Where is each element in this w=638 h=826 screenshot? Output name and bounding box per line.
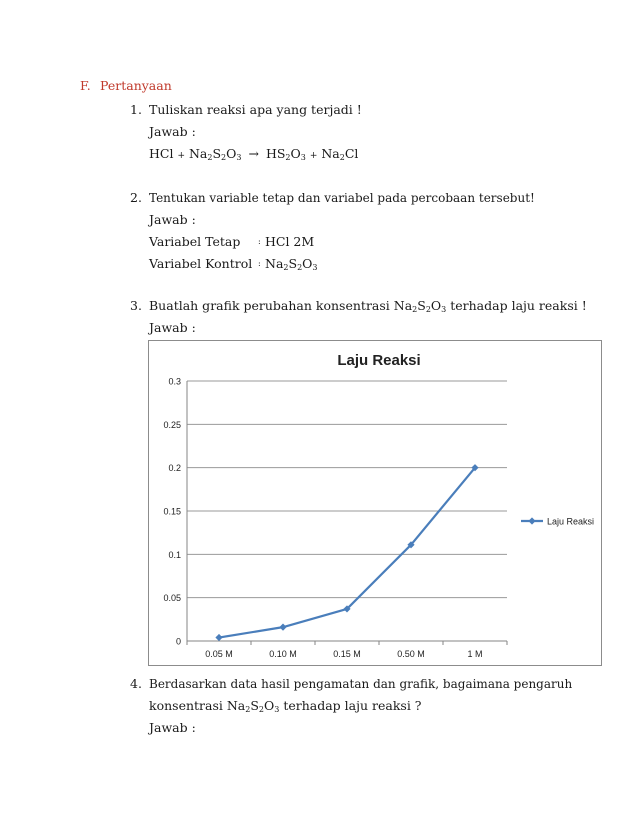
q3-answer-label: Jawab : [149,320,196,335]
section-letter: F. [80,78,91,93]
y-tick-label: 0 [175,636,181,647]
eq-na2cl: $Na_2Cl$ [321,146,359,162]
q2-row-colon: : [258,237,261,246]
eq-hs2o3: $HS_2O_3$ [265,146,306,162]
q3-number: 3. [130,298,142,313]
eq-arrow: → [248,146,259,161]
y-tick-label: 0.15 [163,506,181,517]
chart-title: Laju Reaksi [337,352,421,369]
x-tick-label: 0.15 M [333,649,361,659]
x-tick-label: 1 M [467,649,483,659]
q1-number: 1. [130,102,142,117]
q3-question: Buatlah grafik perubahan konsentrasi $Na_2S_2O_3$ terhadap laju reaksi ! [149,298,587,314]
q1-answer-label: Jawab : [149,124,196,139]
q1-equation [149,146,358,164]
q4-answer-label: Jawab : [149,720,196,735]
eq-na2s2o3: $Na_2S_2O_3$ [188,146,242,162]
eq-hcl: HCl [149,146,174,161]
q2-number: 2. [130,190,142,205]
q4-line2: konsentrasi $Na_2S_2O_3$ terhadap laju reaksi ? [149,698,422,714]
y-tick-label: 0.2 [168,463,181,474]
legend-marker [528,517,535,524]
data-point [279,624,286,631]
data-point [215,634,222,641]
chart-container [148,340,602,666]
y-tick-label: 0.05 [163,593,181,604]
q1-question: Tuliskan reaksi apa yang terjadi ! [149,102,362,117]
y-tick-label: 0.3 [168,376,181,387]
x-tick-label: 0.10 M [269,649,297,659]
legend-label: Laju Reaksi [547,516,595,527]
q2-row-value: $Na_2S_2O_3$ [265,256,318,272]
eq-plus: + [177,151,185,161]
q2-row-label: Variabel Kontrol [149,256,253,271]
q2-answer-label: Jawab : [149,212,196,227]
x-tick-label: 0.05 M [205,649,233,659]
x-tick-label: 0.50 M [397,649,425,659]
q4-number: 4. [130,676,142,691]
line-chart [149,341,601,665]
y-tick-label: 0.25 [163,419,181,430]
eq-plus: + [309,151,318,161]
q2-row-label: Variabel Tetap [149,234,241,249]
section-title: Pertanyaan [100,78,172,93]
q4-line1: Berdasarkan data hasil pengamatan dan grafik, bagaimana pengaruh [149,677,573,691]
y-tick-label: 0.1 [168,549,181,560]
q2-row-colon: : [258,259,261,268]
q2-question: Tentukan variable tetap dan variabel pada percobaan tersebut! [149,191,535,205]
q2-row-value: HCl 2M [265,234,315,249]
